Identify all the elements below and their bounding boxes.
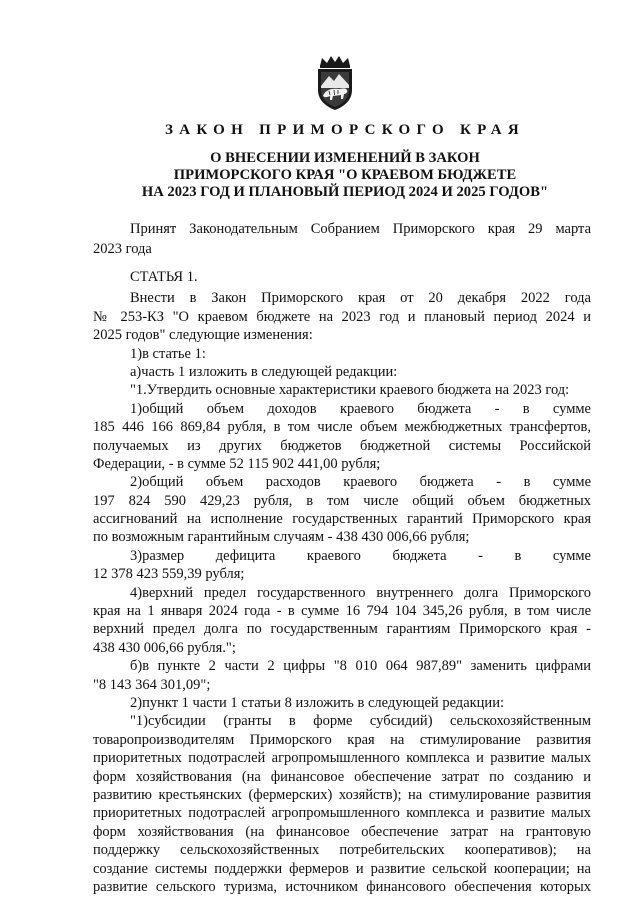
- body-line: Федерации, - в сумме 52 115 902 441,00 рубля;: [93, 455, 381, 472]
- body-line: 185 446 166 869,84 рубля, в том числе объем межбюджетных трансфертов,: [93, 419, 591, 436]
- body-line: верхний предел долга по государственным гарантиям Приморского края -: [93, 621, 591, 638]
- body-line: "1)субсидии (гранты в форме субсидий) сельскохозяйственным: [130, 713, 591, 730]
- heading-line: НА 2023 ГОД И ПЛАНОВЫЙ ПЕРИОД 2024 И 2025 ГОДОВ": [141, 184, 549, 200]
- body-line: "8 143 364 301,09";: [93, 676, 211, 693]
- article-heading: СТАТЬЯ 1.: [130, 269, 198, 285]
- primorye-coat-of-arms-icon: [312, 54, 358, 112]
- body-line: 2)пункт 1 части 1 статьи 8 изложить в следующей редакции:: [130, 694, 504, 711]
- adoption-line: Принят Законодательным Собранием Приморского края 29 марта: [130, 221, 591, 237]
- heading-line: О ВНЕСЕНИИ ИЗМЕНЕНИЙ В ЗАКОН: [210, 150, 480, 166]
- body-line: развитию крестьянских (фермерских) хозяйств); на стимулирование развития: [93, 786, 591, 803]
- body-line: 2)общий объем расходов краевого бюджета - в сумме: [130, 474, 591, 491]
- law-title: ЗАКОН ПРИМОРСКОГО КРАЯ: [165, 122, 525, 138]
- body-line: 1)общий объем доходов краевого бюджета - в сумме: [130, 400, 591, 417]
- body-line: а)часть 1 изложить в следующей редакции:: [130, 363, 398, 380]
- law-heading: [80, 150, 610, 201]
- body-line: приоритетных подотраслей агропромышленного комплекса и развитие малых: [93, 805, 591, 822]
- body-line: развитие сельского туризма, источником финансового обеспечения которых: [93, 878, 591, 895]
- body-line: № 253-КЗ "О краевом бюджете на 2023 год и плановый период 2024 и: [93, 308, 591, 325]
- body-line: 438 430 006,66 рубля.";: [93, 639, 236, 656]
- adoption-line: 2023 года: [93, 241, 152, 257]
- body-line: ассигнований на исполнение государственных гарантий Приморского края: [93, 511, 591, 528]
- body-line: поддержку сельскохозяйственных потребительских кооперативов); на: [93, 842, 591, 859]
- body-line: создание системы поддержки фермеров и развитие сельской кооперации; на: [93, 860, 591, 877]
- body-line: 2025 годов" следующие изменения:: [93, 327, 313, 344]
- body-line: товаропроизводителям Приморского края на стимулирование развития: [93, 731, 591, 748]
- body-line: 12 378 423 559,39 рубля;: [93, 566, 245, 583]
- body-line: по возможным гарантийным случаям - 438 430 006,66 рубля;: [93, 529, 470, 546]
- body-line: получаемых из других бюджетов бюджетной системы Российской: [93, 437, 591, 454]
- body-line: 197 824 590 429,23 рубля, в том числе общий объем бюджетных: [93, 492, 591, 509]
- body-line: "1.Утвердить основные характеристики краевого бюджета на 2023 год:: [130, 382, 570, 399]
- body-line: 1)в статье 1:: [130, 345, 206, 362]
- body-line: б)в пункте 2 части 2 цифры "8 010 064 987,89" заменить цифрами: [130, 658, 591, 675]
- body-line: Внести в Закон Приморского края от 20 декабря 2022 года: [130, 290, 591, 307]
- body-line: 3)размер дефицита краевого бюджета - в сумме: [130, 547, 591, 564]
- law-body: [93, 268, 591, 896]
- adoption-note: [93, 219, 591, 259]
- body-line: приоритетных подотраслей агропромышленного комплекса и развитие малых: [93, 750, 591, 767]
- heading-line: ПРИМОРСКОГО КРАЯ "О КРАЕВОМ БЮДЖЕТЕ: [173, 167, 517, 183]
- body-line: края на 1 января 2024 года - в сумме 16 794 104 345,26 рубля, в том числе: [93, 603, 591, 620]
- body-line: 4)верхний предел государственного внутреннего долга Приморского: [130, 584, 591, 601]
- body-line: форм хозяйствования (на финансовое обеспечение затрат по созданию и: [93, 768, 591, 785]
- body-line: форм хозяйствования (на финансовое обеспечение затрат на грантовую: [93, 823, 591, 840]
